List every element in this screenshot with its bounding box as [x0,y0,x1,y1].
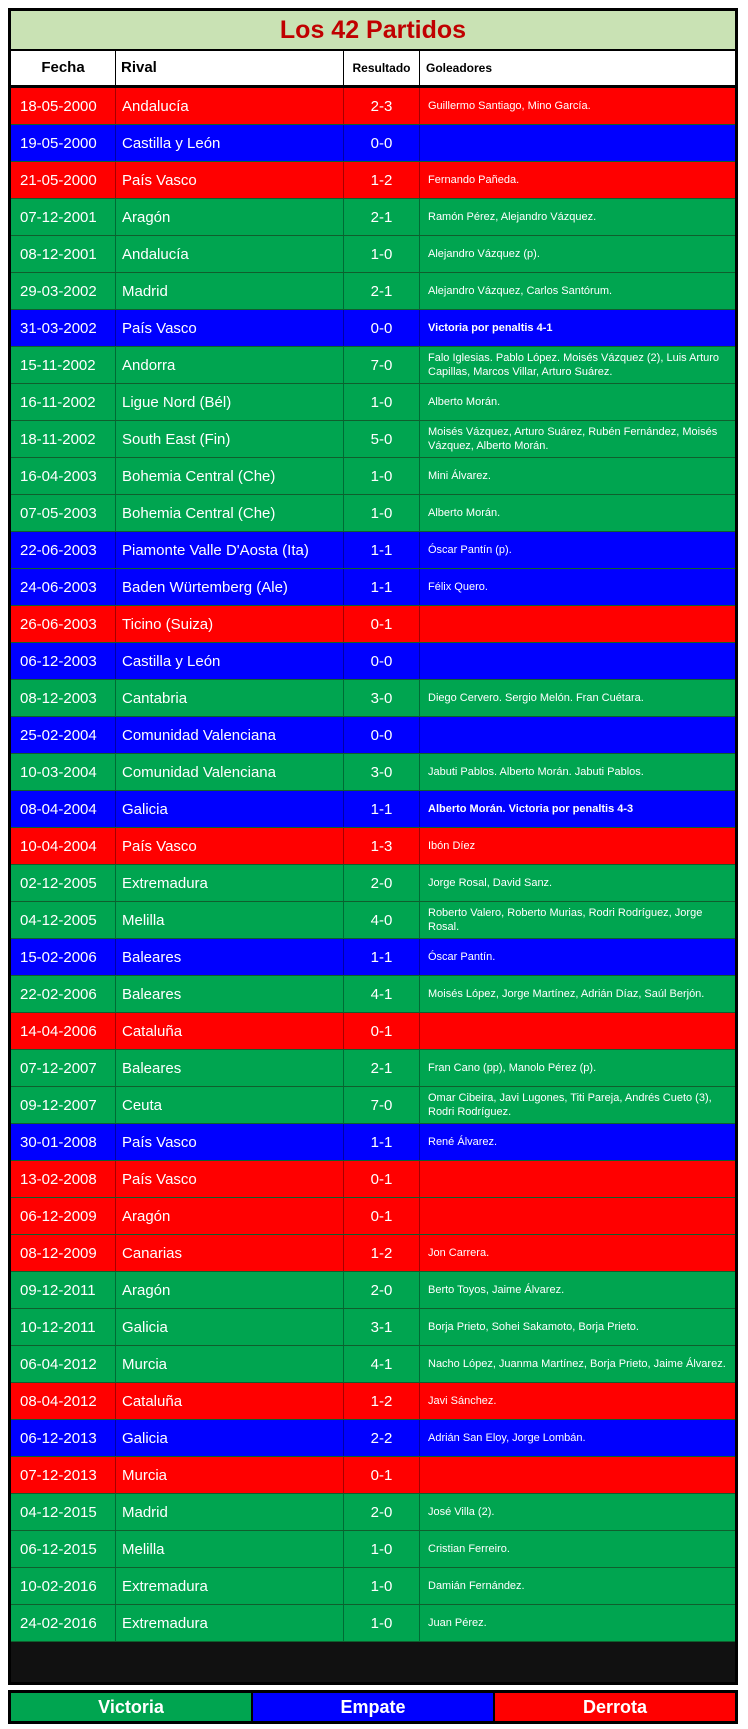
scorers-cell: Óscar Pantín (p). [428,544,512,556]
date-cell: 15-11-2002 [11,347,116,383]
result-cell: 3-0 [344,754,420,790]
rival-cell: Ticino (Suiza) [116,606,344,642]
scorers-cell: Cristian Ferreiro. [428,1543,510,1555]
result-cell: 1-2 [344,162,420,198]
rival-cell: Melilla [116,902,344,938]
rival-cell: Ceuta [116,1087,344,1123]
scorers-cell: Alejandro Vázquez (p). [428,248,540,260]
rival-cell: Cataluña [116,1383,344,1419]
result-cell: 1-0 [344,384,420,420]
scorers-cell: Moisés López, Jorge Martínez, Adrián Díaz, Saúl Berjón. [428,988,705,1000]
result-cell: 2-0 [344,1272,420,1308]
date-cell: 07-05-2003 [11,495,116,531]
table-row [11,1346,735,1383]
scorers-cell: Nacho López, Juanma Martínez, Borja Prieto, Jaime Álvarez. [428,1358,726,1370]
rival-cell: Baleares [116,939,344,975]
date-cell: 29-03-2002 [11,273,116,309]
scorers-cell: Javi Sánchez. [428,1395,497,1407]
result-cell: 1-0 [344,236,420,272]
legend-victoria: Victoria [11,1693,253,1721]
rival-cell: Extremadura [116,865,344,901]
rival-cell: Cataluña [116,1013,344,1049]
rival-cell: País Vasco [116,310,344,346]
table-row [11,865,735,902]
rival-cell: Andalucía [116,88,344,124]
date-cell: 08-12-2003 [11,680,116,716]
scorers-cell: Alberto Morán. [428,396,501,408]
rival-cell: Castilla y León [116,125,344,161]
header-row [11,51,735,88]
result-cell: 0-0 [344,125,420,161]
date-cell: 21-05-2000 [11,162,116,198]
rival-cell: Baden Würtemberg (Ale) [116,569,344,605]
date-cell: 30-01-2008 [11,1124,116,1160]
table-row [11,162,735,199]
date-cell: 07-12-2013 [11,1457,116,1493]
date-cell: 15-02-2006 [11,939,116,975]
table-row [11,1605,735,1642]
result-cell: 2-2 [344,1420,420,1456]
table-row [11,1494,735,1531]
date-cell: 07-12-2007 [11,1050,116,1086]
date-cell: 22-06-2003 [11,532,116,568]
table-row [11,643,735,680]
table-row [11,273,735,310]
date-cell: 04-12-2005 [11,902,116,938]
rival-cell: Madrid [116,1494,344,1530]
table-row [11,236,735,273]
date-cell: 10-04-2004 [11,828,116,864]
result-cell: 0-0 [344,310,420,346]
scorers-cell: Fran Cano (pp), Manolo Pérez (p). [428,1062,597,1074]
table-row [11,384,735,421]
rival-cell: Galicia [116,1420,344,1456]
rival-cell: Cantabria [116,680,344,716]
rival-cell: País Vasco [116,162,344,198]
rival-cell: País Vasco [116,1161,344,1197]
rival-cell: País Vasco [116,828,344,864]
scorers-cell: Omar Cibeira, Javi Lugones, Titi Pareja, Andrés Cueto (3), Rodri Rodríguez. [428,1092,712,1118]
scorers-cell [420,643,735,679]
result-cell: 7-0 [344,347,420,383]
rival-cell: Bohemia Central (Che) [116,495,344,531]
date-cell: 13-02-2008 [11,1161,116,1197]
rival-cell: Galicia [116,791,344,827]
table-row [11,976,735,1013]
table-row [11,458,735,495]
header-result: Resultado [344,51,420,85]
rival-cell: Aragón [116,1272,344,1308]
result-cell: 2-1 [344,1050,420,1086]
result-cell: 1-2 [344,1383,420,1419]
table-row [11,1161,735,1198]
rival-cell: Comunidad Valenciana [116,754,344,790]
table-row [11,310,735,347]
rival-cell: Piamonte Valle D'Aosta (Ita) [116,532,344,568]
table-row [11,1050,735,1087]
date-cell: 06-12-2003 [11,643,116,679]
scorers-cell: Moisés Vázquez, Arturo Suárez, Rubén Fernández, Moisés Vázquez, Alberto Morán. [428,426,718,452]
scorers-cell: José Villa (2). [428,1506,495,1518]
rival-cell: Baleares [116,976,344,1012]
legend [8,1690,738,1724]
result-cell: 2-0 [344,865,420,901]
result-cell: 1-0 [344,1605,420,1641]
date-cell: 25-02-2004 [11,717,116,753]
scorers-cell: Adrián San Eloy, Jorge Lombán. [428,1432,586,1444]
date-cell: 26-06-2003 [11,606,116,642]
scorers-cell: Félix Quero. [428,581,488,593]
legend-derrota: Derrota [495,1693,735,1721]
result-cell: 3-0 [344,680,420,716]
rival-cell: Extremadura [116,1605,344,1641]
scorers-cell: Victoria por penaltis 4-1 [428,322,553,334]
scorers-cell [420,1457,735,1493]
date-cell: 31-03-2002 [11,310,116,346]
date-cell: 06-04-2012 [11,1346,116,1382]
rival-cell: Aragón [116,199,344,235]
date-cell: 16-04-2003 [11,458,116,494]
result-cell: 5-0 [344,421,420,457]
scorers-cell: Ramón Pérez, Alejandro Vázquez. [428,211,597,223]
date-cell: 22-02-2006 [11,976,116,1012]
scorers-cell [420,717,735,753]
table-row [11,1013,735,1050]
date-cell: 18-05-2000 [11,88,116,124]
result-cell: 2-1 [344,199,420,235]
date-cell: 10-03-2004 [11,754,116,790]
scorers-cell: Fernando Pañeda. [428,174,520,186]
rival-cell: País Vasco [116,1124,344,1160]
table-row [11,125,735,162]
date-cell: 02-12-2005 [11,865,116,901]
date-cell: 06-12-2009 [11,1198,116,1234]
scorers-cell: Óscar Pantín. [428,951,496,963]
table-row [11,828,735,865]
table-row [11,939,735,976]
result-cell: 1-0 [344,1568,420,1604]
scorers-cell: Guillermo Santiago, Mino García. [428,100,591,112]
header-date: Fecha [11,51,116,85]
rival-cell: Madrid [116,273,344,309]
date-cell: 24-06-2003 [11,569,116,605]
result-cell: 1-1 [344,532,420,568]
scorers-cell: Juan Pérez. [428,1617,487,1629]
table-row [11,569,735,606]
date-cell: 24-02-2016 [11,1605,116,1641]
scorers-cell [420,125,735,161]
table-row [11,1087,735,1124]
scorers-cell [420,606,735,642]
rival-cell: Murcia [116,1457,344,1493]
date-cell: 04-12-2015 [11,1494,116,1530]
table-row [11,347,735,384]
scorers-cell: Mini Álvarez. [428,470,491,482]
rival-cell: Andorra [116,347,344,383]
date-cell: 08-04-2004 [11,791,116,827]
date-cell: 08-12-2009 [11,1235,116,1271]
scorers-cell: Jabuti Pablos. Alberto Morán. Jabuti Pablos. [428,766,644,778]
result-cell: 1-0 [344,458,420,494]
scorers-cell: Berto Toyos, Jaime Álvarez. [428,1284,565,1296]
rival-cell: Bohemia Central (Che) [116,458,344,494]
date-cell: 19-05-2000 [11,125,116,161]
table-row [11,754,735,791]
rival-cell: South East (Fin) [116,421,344,457]
table-row [11,1457,735,1494]
result-cell: 0-0 [344,717,420,753]
date-cell: 18-11-2002 [11,421,116,457]
scorers-cell: Ibón Díez [428,840,476,852]
results-table [8,8,738,1685]
table-row [11,791,735,828]
result-cell: 4-1 [344,976,420,1012]
date-cell: 08-12-2001 [11,236,116,272]
scorers-cell: Alberto Morán. [428,507,501,519]
rival-cell: Extremadura [116,1568,344,1604]
result-cell: 3-1 [344,1309,420,1345]
date-cell: 10-12-2011 [11,1309,116,1345]
table-row [11,1383,735,1420]
result-cell: 1-0 [344,1531,420,1567]
rival-cell: Castilla y León [116,643,344,679]
table-row [11,421,735,458]
scorers-cell [420,1013,735,1049]
date-cell: 14-04-2006 [11,1013,116,1049]
date-cell: 10-02-2016 [11,1568,116,1604]
scorers-cell [420,1161,735,1197]
table-row [11,1235,735,1272]
table-row [11,1198,735,1235]
scorers-cell: Jon Carrera. [428,1247,490,1259]
result-cell: 1-2 [344,1235,420,1271]
table-row [11,902,735,939]
scorers-cell: Borja Prieto, Sohei Sakamoto, Borja Prieto. [428,1321,639,1333]
result-cell: 1-1 [344,1124,420,1160]
scorers-cell: Jorge Rosal, David Sanz. [428,877,553,889]
date-cell: 06-12-2013 [11,1420,116,1456]
table-row [11,532,735,569]
scorers-cell: René Álvarez. [428,1136,498,1148]
result-cell: 1-1 [344,939,420,975]
match-rows [11,88,735,1642]
rival-cell: Comunidad Valenciana [116,717,344,753]
result-cell: 0-1 [344,1161,420,1197]
scorers-cell: Falo Iglesias. Pablo López. Moisés Vázquez (2), Luis Arturo Capillas, Marcos Villar, Arturo Suárez. [428,352,720,378]
date-cell: 07-12-2001 [11,199,116,235]
table-row [11,1124,735,1161]
rival-cell: Ligue Nord (Bél) [116,384,344,420]
legend-empate: Empate [253,1693,495,1721]
scorers-cell: Diego Cervero. Sergio Melón. Fran Cuétara. [428,692,644,704]
table-row [11,1420,735,1457]
rival-cell: Melilla [116,1531,344,1567]
result-cell: 0-1 [344,1198,420,1234]
result-cell: 0-1 [344,1457,420,1493]
rival-cell: Murcia [116,1346,344,1382]
result-cell: 4-1 [344,1346,420,1382]
date-cell: 09-12-2007 [11,1087,116,1123]
rival-cell: Canarias [116,1235,344,1271]
result-cell: 2-3 [344,88,420,124]
rival-cell: Aragón [116,1198,344,1234]
scorers-cell: Damián Fernández. [428,1580,525,1592]
table-row [11,717,735,754]
result-cell: 2-0 [344,1494,420,1530]
rival-cell: Andalucía [116,236,344,272]
result-cell: 1-3 [344,828,420,864]
date-cell: 08-04-2012 [11,1383,116,1419]
table-row [11,88,735,125]
table-row [11,199,735,236]
header-scorers: Goleadores [426,61,493,75]
table-row [11,606,735,643]
result-cell: 0-1 [344,1013,420,1049]
scorers-cell: Alejandro Vázquez, Carlos Santórum. [428,285,613,297]
result-cell: 0-0 [344,643,420,679]
result-cell: 1-0 [344,495,420,531]
rival-cell: Baleares [116,1050,344,1086]
result-cell: 4-0 [344,902,420,938]
result-cell: 7-0 [344,1087,420,1123]
table-row [11,1568,735,1605]
table-row [11,1531,735,1568]
scorers-cell [420,1198,735,1234]
rival-cell: Galicia [116,1309,344,1345]
scorers-cell: Alberto Morán. Victoria por penaltis 4-3 [428,803,634,815]
table-row [11,1309,735,1346]
table-row [11,1272,735,1309]
date-cell: 09-12-2011 [11,1272,116,1308]
result-cell: 1-1 [344,569,420,605]
result-cell: 2-1 [344,273,420,309]
header-rival: Rival [116,51,344,85]
date-cell: 16-11-2002 [11,384,116,420]
result-cell: 0-1 [344,606,420,642]
table-row [11,680,735,717]
date-cell: 06-12-2015 [11,1531,116,1567]
result-cell: 1-1 [344,791,420,827]
table-row [11,495,735,532]
table-title: Los 42 Partidos [11,11,735,51]
scorers-cell: Roberto Valero, Roberto Murias, Rodri Rodríguez, Jorge Rosal. [428,907,703,933]
